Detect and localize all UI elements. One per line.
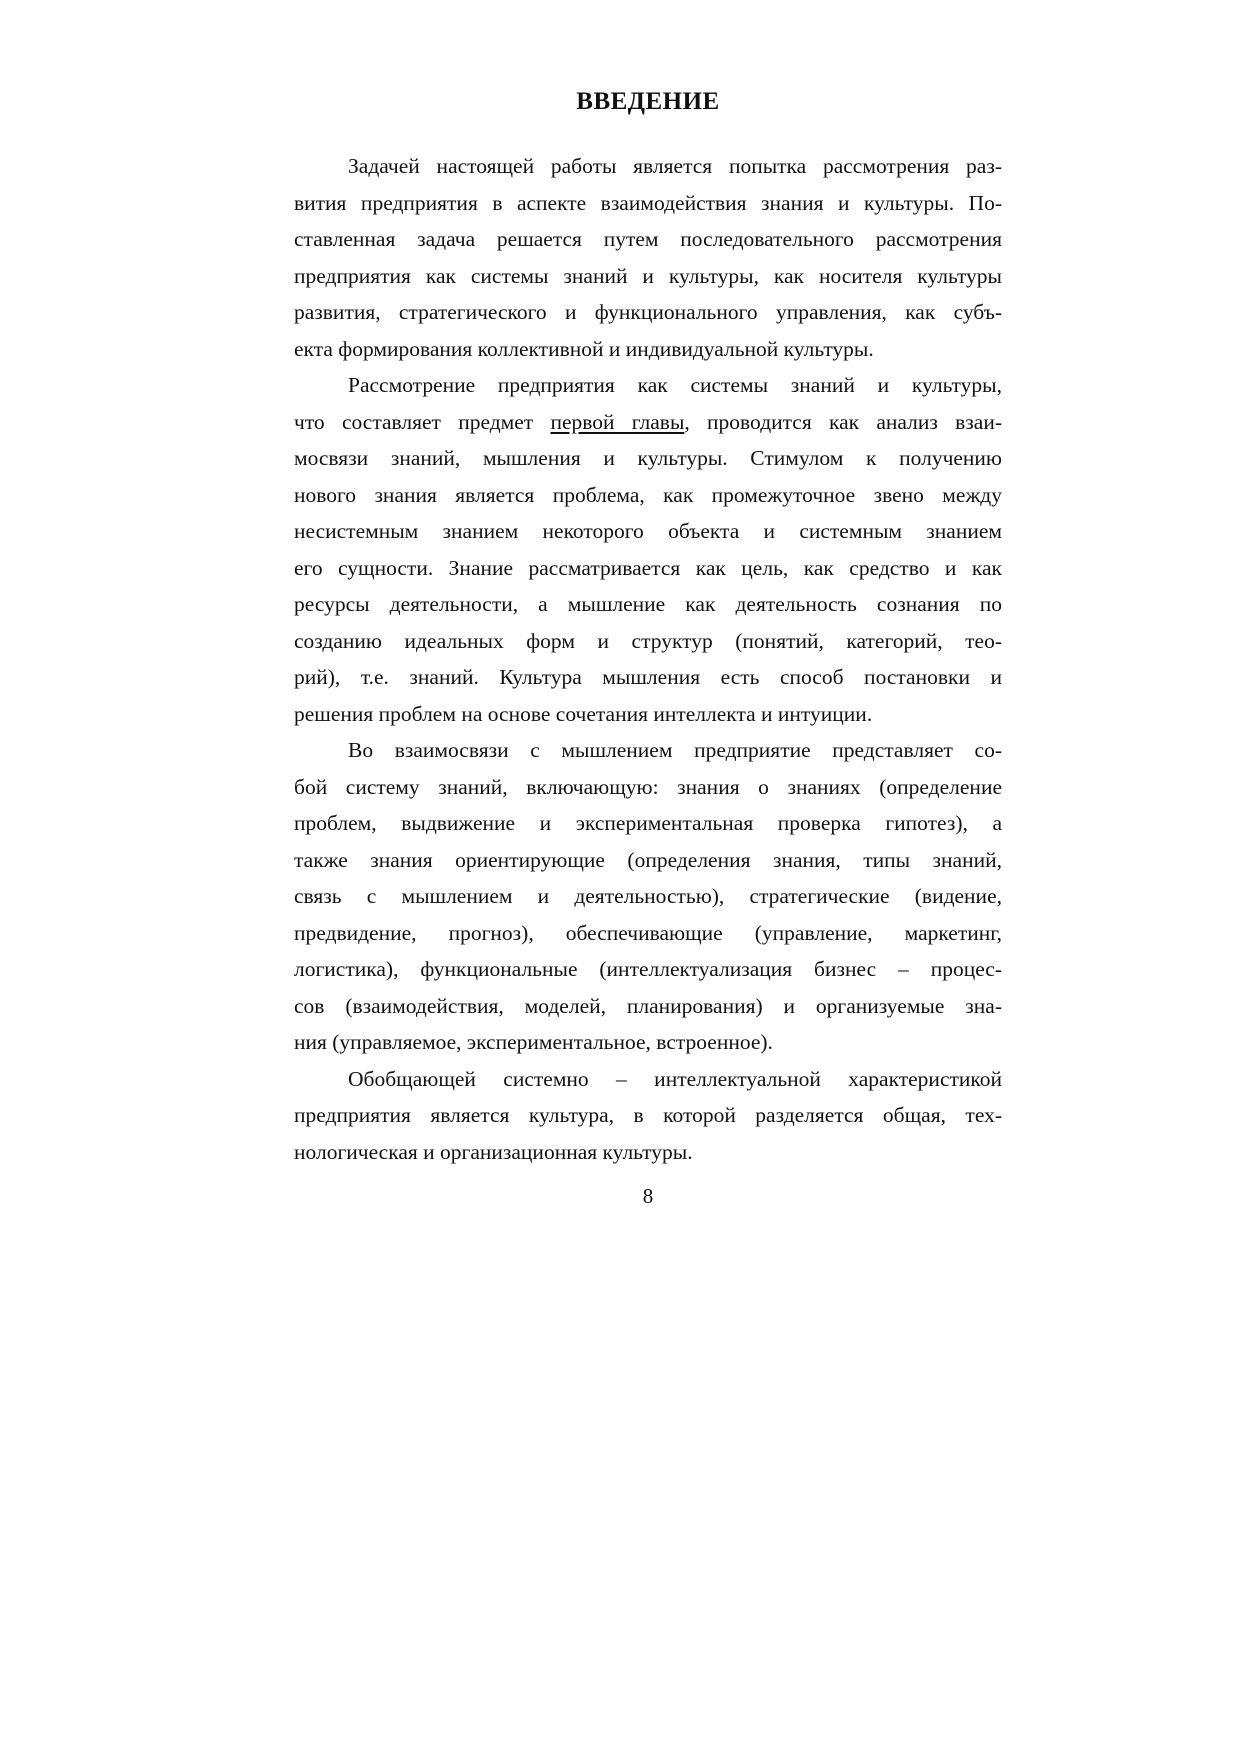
text-line: решения проблем на основе сочетания интеллекта и интуиции. — [294, 701, 873, 726]
chapter-one-link[interactable]: первой главы — [550, 409, 685, 434]
paragraph-1 — [294, 148, 1002, 367]
text-line: проблем, выдвижение и экспериментальная проверка гипотез), а — [294, 811, 1002, 835]
text-line: ставленная задача решается путем последовательного рассмотрения — [294, 227, 1002, 251]
text-line: также знания ориентирующие (определения знания, типы знаний, — [294, 847, 1002, 872]
text-line: рий), т.е. знаний. Культура мышления есть способ постановки и — [294, 665, 1002, 689]
paragraph-3 — [294, 732, 1002, 1061]
text-line: ния (управляемое, экспериментальное, встроенное). — [294, 1030, 773, 1054]
text-line: мосвязи знаний, мышления и культуры. Стимулом к получению — [294, 446, 1002, 470]
text-line: предприятия является культура, в которой разделяется общая, тех- — [294, 1103, 1002, 1127]
text-line: сов (взаимодействия, моделей, планирования) и организуемые зна- — [294, 993, 1002, 1018]
paragraph-2 — [294, 367, 1002, 732]
text-line: созданию идеальных форм и структур (понятий, категорий, тео- — [294, 628, 1002, 653]
text-line: предприятия как системы знаний и культуры, как носителя культуры — [294, 263, 1002, 288]
text-line: нового знания является проблема, как промежуточное звено между — [294, 482, 1002, 507]
text-line: Во взаимосвязи с мышлением предприятие представляет со- — [348, 738, 1002, 762]
document-page — [294, 82, 1002, 1212]
text-line: предвидение, прогноз), обеспечивающие (управление, маркетинг, — [294, 920, 1002, 945]
text-line-with-link — [294, 404, 1002, 441]
paragraph-4 — [294, 1061, 1002, 1171]
text-line: екта формирования коллективной и индивидуальной культуры. — [294, 336, 874, 361]
text-line: Обобщающей системно – интеллектуальной характеристикой — [348, 1066, 1002, 1091]
page-title: ВВЕДЕНИЕ — [576, 88, 720, 115]
text-line: Рассмотрение предприятия как системы знаний и культуры, — [348, 373, 1002, 397]
text-segment: что составляет предмет — [294, 409, 551, 434]
text-line: вития предприятия в аспекте взаимодействия знания и культуры. По- — [294, 190, 1002, 215]
text-segment: , проводится как анализ взаи- — [684, 409, 1002, 434]
page-number: 8 — [642, 1184, 654, 1208]
text-line: нологическая и организационная культуры. — [294, 1139, 693, 1164]
text-line: ресурсы деятельности, а мышление как деятельность сознания по — [294, 592, 1002, 616]
text-line: связь с мышлением и деятельностью), стратегические (видение, — [294, 884, 1002, 908]
text-line: развития, стратегического и функционального управления, как субъ- — [294, 300, 1002, 324]
text-line: Задачей настоящей работы является попытка рассмотрения раз- — [348, 154, 1002, 178]
text-line: бой систему знаний, включающую: знания о знаниях (определение — [294, 774, 1002, 799]
text-line: логистика), функциональные (интеллектуализация бизнес – процес- — [294, 957, 1002, 981]
text-line: несистемным знанием некоторого объекта и системным знанием — [294, 519, 1002, 543]
text-line: его сущности. Знание рассматривается как цель, как средство и как — [294, 555, 1002, 580]
